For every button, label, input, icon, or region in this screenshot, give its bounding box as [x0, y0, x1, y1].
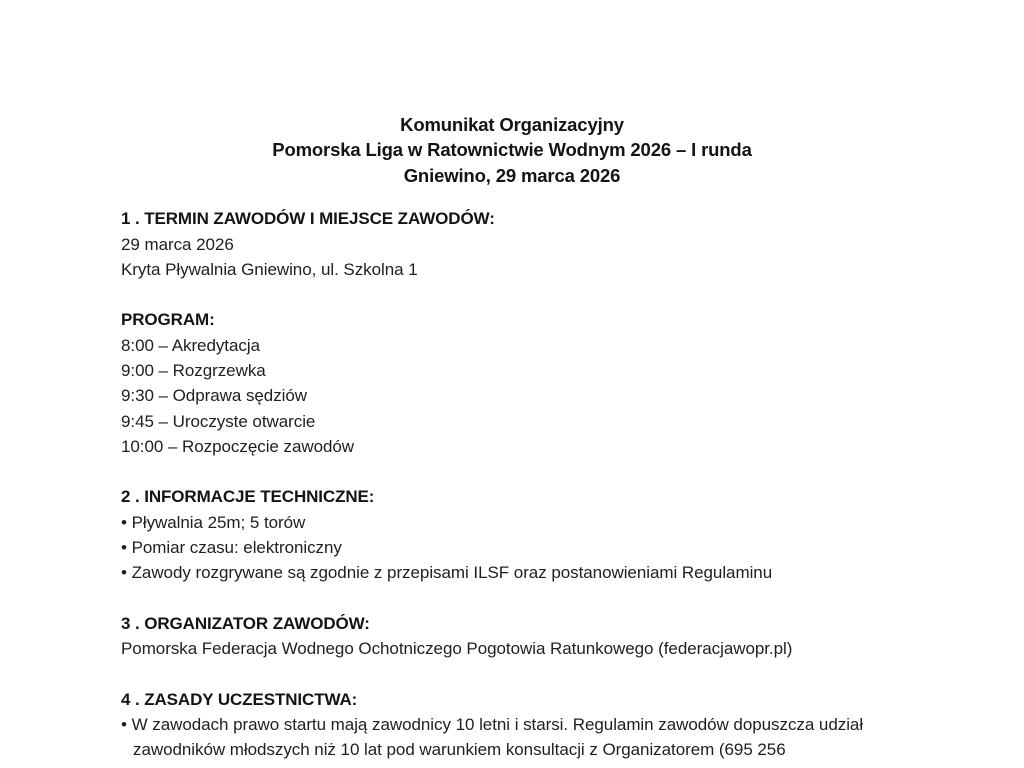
title-line-3: Gniewino, 29 marca 2026	[403, 164, 621, 186]
program-item: 9:00 – Rozgrzewka	[121, 361, 266, 380]
program-item: 9:30 – Odprawa sędziów	[121, 386, 308, 406]
section-1-venue: Kryta Pływalnia Gniewino, ul. Szkolna 1	[121, 259, 418, 279]
program-item: 8:00 – Akredytacja	[121, 335, 260, 355]
list-item: • W zawodach prawo startu mają zawodnicy 10 letni i starsi. Regulamin zawodów dopuszcza udział zawodników młodszych niż 10 lat pod warunkiem konsultacji z Organizatorem (695 256	[121, 715, 864, 760]
section-4-heading: 4 . ZASADY UCZESTNICTWA:	[121, 689, 358, 709]
list-item: • Pływalnia 25m; 5 torów	[121, 512, 306, 532]
title-line-1: Komunikat Organizacyjny	[400, 114, 624, 135]
section-informacje-techniczne	[121, 484, 911, 585]
program-heading: PROGRAM:	[121, 310, 215, 330]
spacer	[121, 459, 911, 484]
section-3-heading: 3 . ORGANIZATOR ZAWODÓW:	[121, 613, 370, 633]
program-item: 10:00 – Rozpoczęcie zawodów	[121, 436, 355, 456]
section-program	[121, 307, 911, 459]
section-3-organizer: Pomorska Federacja Wodnego Ochotniczego Pogotowia Ratunkowego (federacjawopr.pl)	[121, 639, 793, 659]
section-1-heading: 1 . TERMIN ZAWODÓW I MIEJSCE ZAWODÓW:	[121, 209, 495, 229]
section-2-heading: 2 . INFORMACJE TECHNICZNE:	[121, 487, 375, 507]
spacer	[121, 586, 911, 611]
document-title	[121, 112, 911, 188]
section-organizator-zawodow	[121, 611, 911, 662]
list-item: • Pomiar czasu: elektroniczny	[121, 538, 342, 558]
section-zasady-uczestnictwa	[121, 687, 911, 763]
title-line-2: Pomorska Liga w Ratownictwie Wodnym 2026 – I runda	[272, 139, 752, 161]
spacer	[121, 662, 911, 687]
section-termin-zawodow	[121, 206, 911, 282]
spacer	[121, 282, 911, 307]
program-item: 9:45 – Uroczyste otwarcie	[121, 411, 316, 431]
section-1-date: 29 marca 2026	[121, 234, 234, 254]
list-item: • Zawody rozgrywane są zgodnie z przepisami ILSF oraz postanowieniami Regulaminu	[121, 563, 773, 583]
